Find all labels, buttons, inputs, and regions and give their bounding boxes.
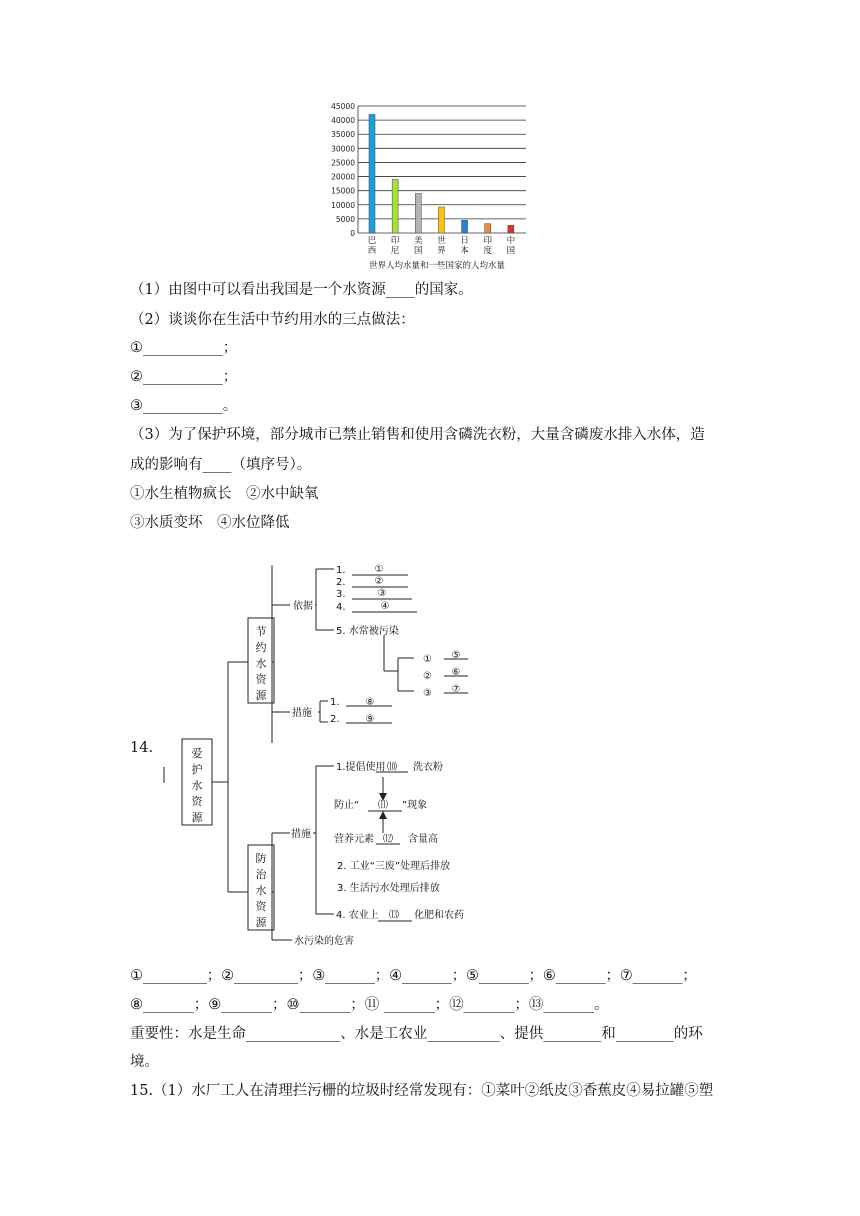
- save-char-2: 约: [255, 641, 267, 654]
- nutrient-suffix: 含量高: [408, 834, 438, 845]
- y-tick-label: 10000: [331, 200, 355, 210]
- x-tick-label: 度: [483, 246, 492, 256]
- bar: [462, 220, 468, 233]
- bars: [369, 114, 514, 233]
- measures-label: 措施: [292, 708, 312, 719]
- m1-prefix: 1.提倡使用: [336, 762, 386, 773]
- nutrient-prefix: 营养元素: [334, 834, 374, 845]
- q14-importance-2: 境。: [130, 1054, 159, 1070]
- y-tick-label: 20000: [331, 172, 355, 182]
- sub-left-3: ③: [423, 688, 432, 699]
- bar: [438, 207, 444, 233]
- y-tick-label: 45000: [331, 102, 355, 111]
- bar: [485, 224, 491, 233]
- save-char-5: 源: [255, 689, 267, 702]
- sub-mark-6: ⑥: [451, 667, 461, 678]
- measure-mark-8: ⑧: [365, 697, 375, 708]
- y-tick-label: 40000: [331, 116, 355, 126]
- basis-label: 依据: [293, 601, 313, 612]
- m1-mark: ⑽: [387, 762, 397, 773]
- m4-mark: ⒀: [389, 910, 399, 921]
- q15-text: 15.（1）水厂工人在清理拦污栅的垃圾时经常发现有：①菜叶②纸皮③香蕉皮④易拉罐⑤塑: [130, 1083, 714, 1099]
- x-tick-label: 尼: [390, 246, 400, 256]
- q13-options-1: ①水生植物疯长 ②水中缺氧: [130, 486, 319, 502]
- q14-concept-map: [150, 555, 480, 955]
- x-tick-label: 中: [506, 236, 516, 246]
- y-tick-label: 5000: [335, 214, 355, 224]
- y-tick-label: 30000: [331, 144, 355, 154]
- q14-answers-2: ⑧_______；⑨_______；⑩_______；⑪ _______；⑫_______；⑬_______。: [130, 997, 609, 1013]
- prevent-char-3: 水: [255, 884, 267, 897]
- measures2-label: 措施: [291, 829, 311, 840]
- x-tick-label: 世: [437, 236, 446, 246]
- x-tick-label: 本: [460, 246, 469, 256]
- chart-title: 世界人均水量和一些国家的人均水量: [368, 261, 506, 271]
- save-char-3: 水: [255, 657, 267, 670]
- save-char-4: 资: [255, 673, 267, 686]
- bar: [392, 179, 398, 233]
- y-tick-label: 0: [350, 229, 355, 238]
- q13-part1: （1）由图中可以看出我国是一个水资源____的国家。: [130, 282, 473, 298]
- prevent-char-4: 资: [255, 900, 267, 913]
- harm-label: 水污染的危害: [294, 936, 354, 947]
- sub-mark-7: ⑦: [451, 684, 461, 695]
- q13-part3-line1: （3）为了保护环境，部分城市已禁止销售和使用含磷洗衣粉，大量含磷废水排入水体，造: [130, 427, 705, 443]
- bar: [369, 114, 375, 233]
- y-tick-labels: [331, 102, 355, 238]
- basis-mark-4: ④: [380, 601, 390, 612]
- x-tick-label: 巴: [367, 236, 377, 246]
- m3-label: 3. 生活污水处理后排放: [337, 883, 440, 894]
- x-tick-label: 日: [460, 236, 469, 246]
- x-tick-label: 界: [437, 246, 446, 256]
- m4-prefix: 4. 农业上: [336, 910, 379, 921]
- water-per-capita-chart: [320, 96, 540, 276]
- prevent-char-2: 治: [255, 868, 267, 881]
- q13-part3-line2: 成的影响有____（填序号）。: [130, 457, 312, 473]
- prevent-mark: ⑾: [378, 800, 388, 811]
- measure-item-2: 2.: [330, 714, 340, 725]
- q13-blank1: ①___________；: [130, 340, 238, 356]
- bar: [508, 225, 514, 233]
- m1-suffix: 洗衣粉: [413, 762, 443, 773]
- root-char-5: 源: [191, 811, 203, 824]
- q14-importance-1: 重要性：水是生命_____________、水是工农业__________、提供________和________的环: [130, 1026, 703, 1042]
- basis-item-2: 2.: [336, 577, 346, 588]
- x-tick-label: 西: [367, 246, 377, 256]
- x-tick-label: 印: [390, 236, 400, 246]
- q13-blank3: ③___________。: [130, 398, 238, 414]
- x-tick-label: 国: [506, 246, 516, 256]
- prevent-prefix: 防止“: [334, 800, 360, 811]
- measure-item-1: 1.: [330, 697, 340, 708]
- root-char-1: 爱: [191, 747, 203, 760]
- y-tick-label: 15000: [331, 186, 355, 196]
- prevent-suffix: ”现象: [402, 800, 428, 811]
- q13-part2: （2）谈谈你在生活中节约用水的三点做法：: [130, 312, 415, 328]
- basis-item-3: 3.: [336, 589, 346, 600]
- save-char-1: 节: [255, 625, 267, 638]
- x-tick-label: 美: [414, 236, 423, 246]
- prevent-char-1: 防: [255, 852, 267, 865]
- basis-item-1: 1.: [336, 565, 346, 576]
- measure-mark-9: ⑨: [365, 714, 375, 725]
- x-tick-label: 印: [483, 236, 492, 246]
- y-tick-label: 25000: [331, 158, 355, 168]
- polluted-label: 5. 水常被污染: [336, 626, 399, 637]
- sub-left-2: ②: [423, 671, 432, 682]
- q14-number: 14.: [130, 740, 154, 756]
- bar: [415, 193, 421, 233]
- prevent-char-5: 源: [255, 916, 267, 929]
- root-char-2: 护: [191, 763, 203, 776]
- sub-mark-5: ⑤: [451, 650, 461, 661]
- basis-mark-1: ①: [374, 564, 384, 575]
- basis-mark-3: ③: [377, 588, 387, 599]
- q14-answers-1: ①_________；②_________；③_______；④_______；⑤_______；⑥_______；⑦_______；: [130, 968, 697, 984]
- basis-mark-2: ②: [374, 576, 384, 587]
- q13-options-2: ③水质变坏 ④水位降低: [130, 515, 290, 531]
- sub-left-1: ①: [423, 654, 432, 665]
- basis-item-4: 4.: [336, 602, 346, 613]
- m4-suffix: 化肥和农药: [414, 910, 464, 921]
- q13-blank2: ②___________；: [130, 369, 238, 385]
- x-tick-labels: [368, 235, 516, 256]
- x-tick-label: 国: [414, 246, 423, 256]
- y-tick-label: 35000: [331, 130, 355, 140]
- root-char-4: 资: [191, 795, 203, 808]
- root-char-3: 水: [191, 779, 203, 792]
- m2-label: 2. 工业“三废”处理后排放: [337, 861, 451, 872]
- nutrient-mark: ⑿: [383, 834, 393, 845]
